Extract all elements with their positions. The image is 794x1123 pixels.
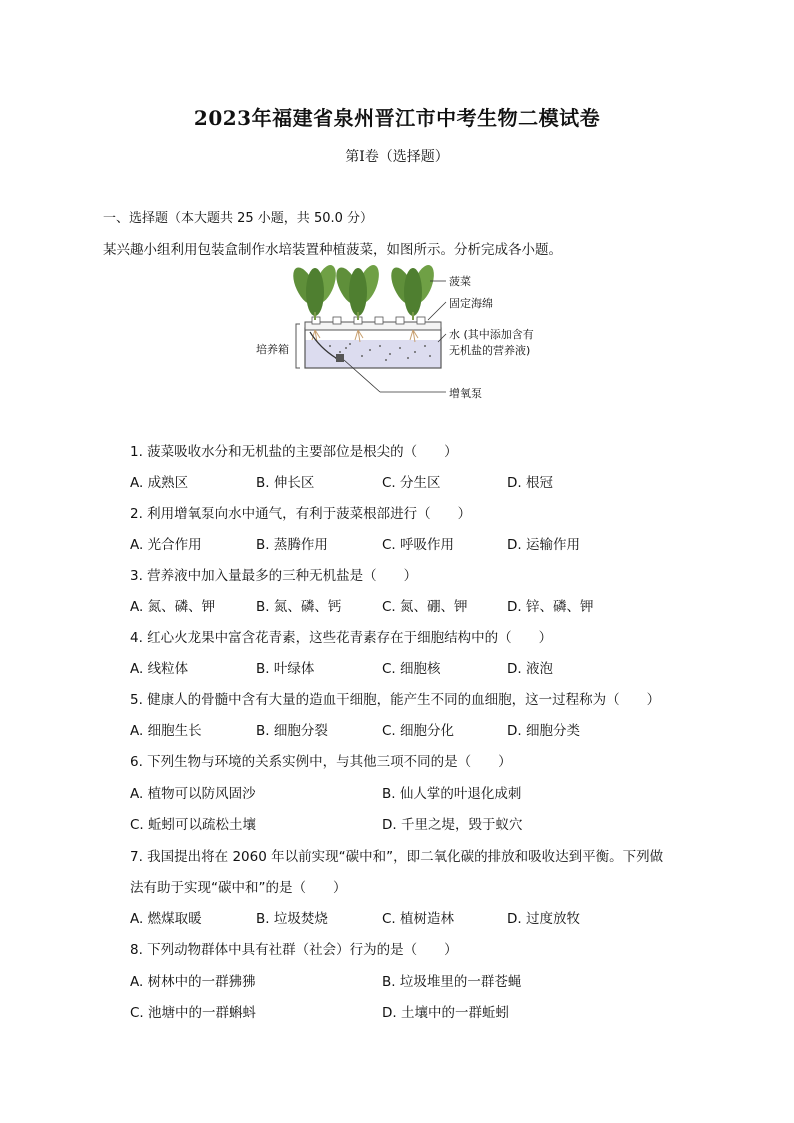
option-b: B. 细胞分裂 — [256, 723, 328, 739]
option-a: A. 成熟区 — [130, 475, 189, 491]
question-6-stem: 6. 下列生物与环境的关系实例中，与其他三项不同的是（ ） — [130, 754, 512, 770]
question-5-options — [130, 719, 730, 739]
option-b: B. 叶绿体 — [256, 661, 315, 677]
option-a: A. 氮、磷、钾 — [130, 599, 216, 615]
option-d: D. 运输作用 — [507, 537, 580, 553]
option-a: A. 树林中的一群狒狒 — [130, 974, 256, 990]
question-1-options — [130, 471, 730, 491]
question-8-options-row2 — [130, 1001, 730, 1021]
question-3-options — [130, 595, 730, 615]
option-c: C. 氮、硼、钾 — [382, 599, 468, 615]
option-d: D. 千里之堤，毁于蚁穴 — [382, 817, 523, 833]
option-b: B. 垃圾焚烧 — [256, 911, 328, 927]
option-d: D. 锌、磷、钾 — [507, 599, 594, 615]
question-5-stem: 5. 健康人的骨髓中含有大量的造血干细胞，能产生不同的血细胞，这一过程称为（ ） — [130, 692, 661, 708]
option-b: B. 氮、磷、钙 — [256, 599, 342, 615]
question-3-stem: 3. 营养液中加入量最多的三种无机盐是（ ） — [130, 568, 418, 584]
intro-text: 某兴趣小组利用包装盒制作水培装置种植菠菜，如图所示。分析完成各小题。 — [103, 242, 562, 258]
option-b: B. 垃圾堆里的一群苍蝇 — [382, 974, 522, 990]
spinach-plant-3 — [386, 262, 438, 320]
question-8-options-row1 — [130, 970, 730, 990]
label-water-line2: 无机盐的营养液) — [449, 344, 531, 357]
spinach-plant-1 — [288, 262, 340, 320]
option-b: B. 伸长区 — [256, 475, 315, 491]
option-c: C. 池塘中的一群蝌蚪 — [130, 1005, 257, 1021]
question-2-options — [130, 533, 730, 553]
label-pump: 增氧泵 — [449, 387, 482, 400]
question-7-stem: 7. 我国提出将在 2060 年以前实现“碳中和”，即二氧化碳的排放和吸收达到平衡。下列做 — [130, 849, 664, 865]
option-c: C. 植树造林 — [382, 911, 455, 927]
spinach-plant-2 — [331, 262, 383, 320]
page-subtitle: 第Ⅰ卷（选择题） — [345, 149, 449, 165]
question-8-stem: 8. 下列动物群体中具有社群（社会）行为的是（ ） — [130, 942, 458, 958]
question-4-options — [130, 657, 730, 677]
hydroponic-figure — [250, 262, 550, 404]
option-a: A. 线粒体 — [130, 661, 189, 677]
question-4-stem: 4. 红心火龙果中富含花青素，这些花青素存在于细胞结构中的（ ） — [130, 630, 553, 646]
question-6-options-row2 — [130, 813, 730, 833]
question-7-stem-continued: 法有助于实现“碳中和”的是（ ） — [130, 880, 347, 896]
option-c: C. 细胞核 — [382, 661, 441, 677]
label-box: 培养箱 — [256, 343, 289, 356]
section-heading: 一、选择题（本大题共 25 小题，共 50.0 分） — [103, 211, 374, 226]
question-7-options — [130, 907, 730, 927]
option-c: C. 细胞分化 — [382, 723, 455, 739]
option-d: D. 液泡 — [507, 661, 553, 677]
option-b: B. 蒸腾作用 — [256, 537, 328, 553]
page-title: 2023年福建省泉州晋江市中考生物二模试卷 — [193, 106, 601, 130]
question-2-stem: 2. 利用增氧泵向水中通气，有利于菠菜根部进行（ ） — [130, 506, 472, 522]
option-d: D. 土壤中的一群蚯蚓 — [382, 1005, 509, 1021]
label-spinach: 菠菜 — [449, 275, 471, 288]
question-6-options-row1 — [130, 782, 730, 802]
option-a: A. 细胞生长 — [130, 723, 202, 739]
option-b: B. 仙人掌的叶退化成刺 — [382, 786, 522, 802]
option-a: A. 燃煤取暖 — [130, 911, 202, 927]
option-c: C. 分生区 — [382, 475, 441, 491]
option-d: D. 细胞分类 — [507, 723, 580, 739]
option-d: D. 过度放牧 — [507, 911, 580, 927]
option-a: A. 植物可以防风固沙 — [130, 786, 256, 802]
option-d: D. 根冠 — [507, 475, 553, 491]
label-water-line1: 水 (其中添加含有 — [449, 328, 534, 341]
option-c: C. 蚯蚓可以疏松土壤 — [130, 817, 257, 833]
option-a: A. 光合作用 — [130, 537, 202, 553]
question-1-stem: 1. 菠菜吸收水分和无机盐的主要部位是根尖的（ ） — [130, 444, 458, 460]
option-c: C. 呼吸作用 — [382, 537, 455, 553]
label-sponge: 固定海绵 — [449, 297, 493, 310]
